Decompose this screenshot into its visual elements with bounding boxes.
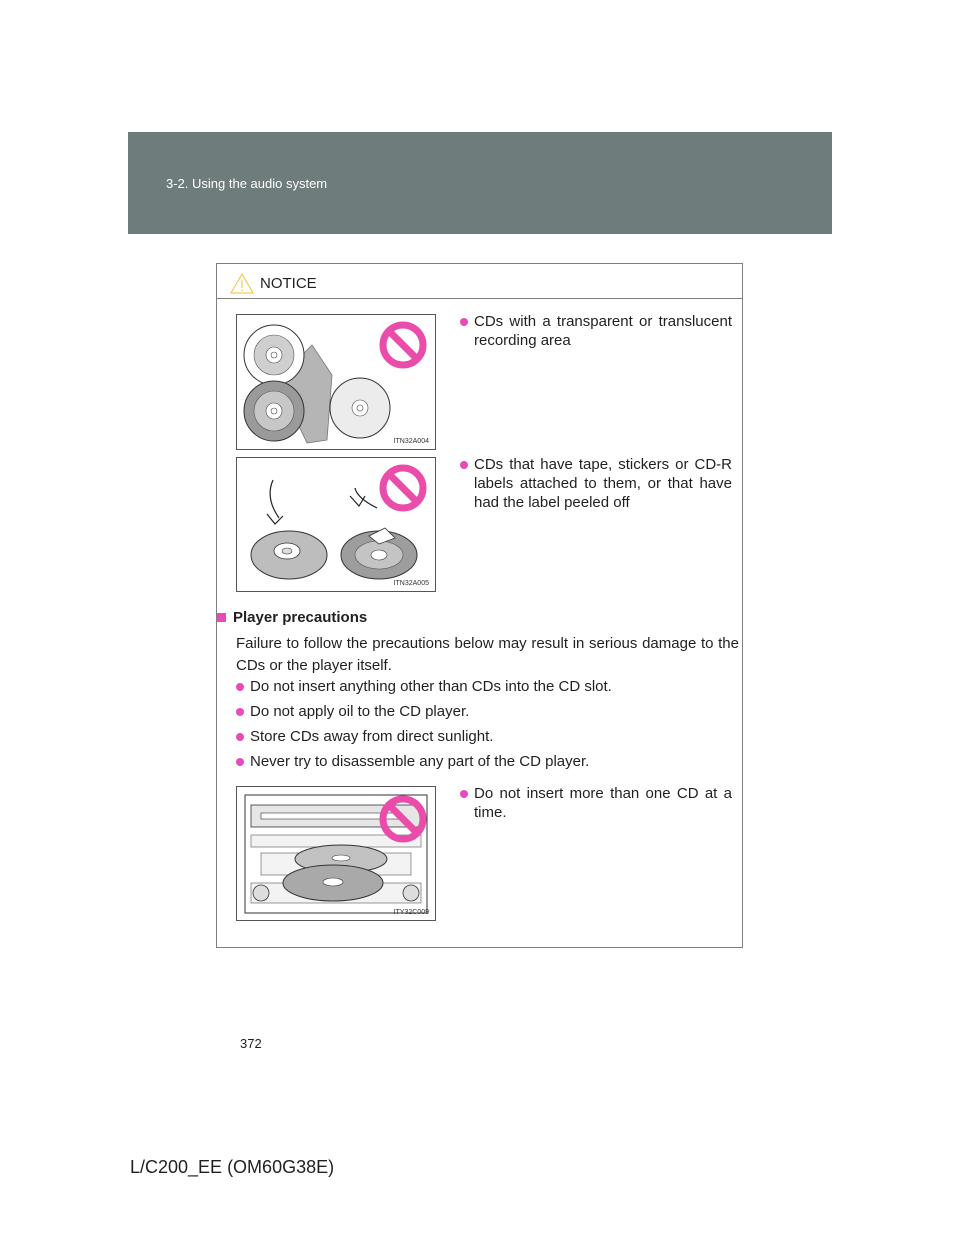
bullet-text: CDs that have tape, stickers or CD-R labels attached to them, or that have had the label peeled off: [474, 456, 732, 511]
bullet-icon: [236, 683, 244, 691]
square-bullet-icon: [217, 613, 226, 622]
notice-divider: [217, 298, 742, 299]
paragraph: Failure to follow the precautions below may result in serious damage to the CDs or the player itself.: [236, 635, 739, 674]
bullet-text: Do not insert anything other than CDs into the CD slot.: [250, 678, 612, 695]
bullet-icon: [236, 733, 244, 741]
heading-text: Player precautions: [233, 609, 368, 626]
bullet-text: Store CDs away from direct sunlight.: [250, 728, 494, 745]
figure-code: ITN32A004: [393, 438, 429, 445]
list-item: [460, 784, 732, 822]
figure-code: ITN32A005: [393, 580, 429, 587]
list-item: [460, 455, 732, 512]
list-item: [236, 677, 736, 696]
list-item: [236, 752, 736, 771]
figure-transparent-cd: [236, 314, 436, 450]
bullet-text: CDs with a transparent or translucent recording area: [474, 313, 732, 349]
prohibition-icon: [383, 468, 423, 508]
notice-label: NOTICE: [260, 274, 317, 292]
bullet-icon: [236, 708, 244, 716]
bullet-icon: [460, 318, 468, 326]
bullet-icon: [460, 461, 468, 469]
header-band: [128, 132, 832, 234]
page-number: 372: [240, 1036, 262, 1051]
warning-triangle-icon: [230, 273, 254, 294]
bullet-text: Never try to disassemble any part of the CD player.: [250, 753, 590, 770]
figure-code: ITY32C009: [393, 909, 429, 916]
notice-box: [216, 263, 743, 948]
prohibition-icon: [383, 325, 423, 365]
section-title: 3-2. Using the audio system: [166, 176, 328, 191]
section-heading: [217, 609, 367, 626]
bullet-text: Do not apply oil to the CD player.: [250, 703, 470, 720]
list-item: [460, 312, 732, 350]
figure-labeled-cd: [236, 457, 436, 592]
bullet-text: Do not insert more than one CD at a time.: [474, 785, 732, 821]
list-item: [236, 702, 736, 721]
list-item: [236, 727, 736, 746]
bullet-icon: [460, 790, 468, 798]
footer-code: L/C200_EE (OM60G38E): [130, 1157, 335, 1177]
figure-multiple-cd: [236, 786, 436, 921]
notice-header: [230, 270, 317, 296]
bullet-icon: [236, 758, 244, 766]
